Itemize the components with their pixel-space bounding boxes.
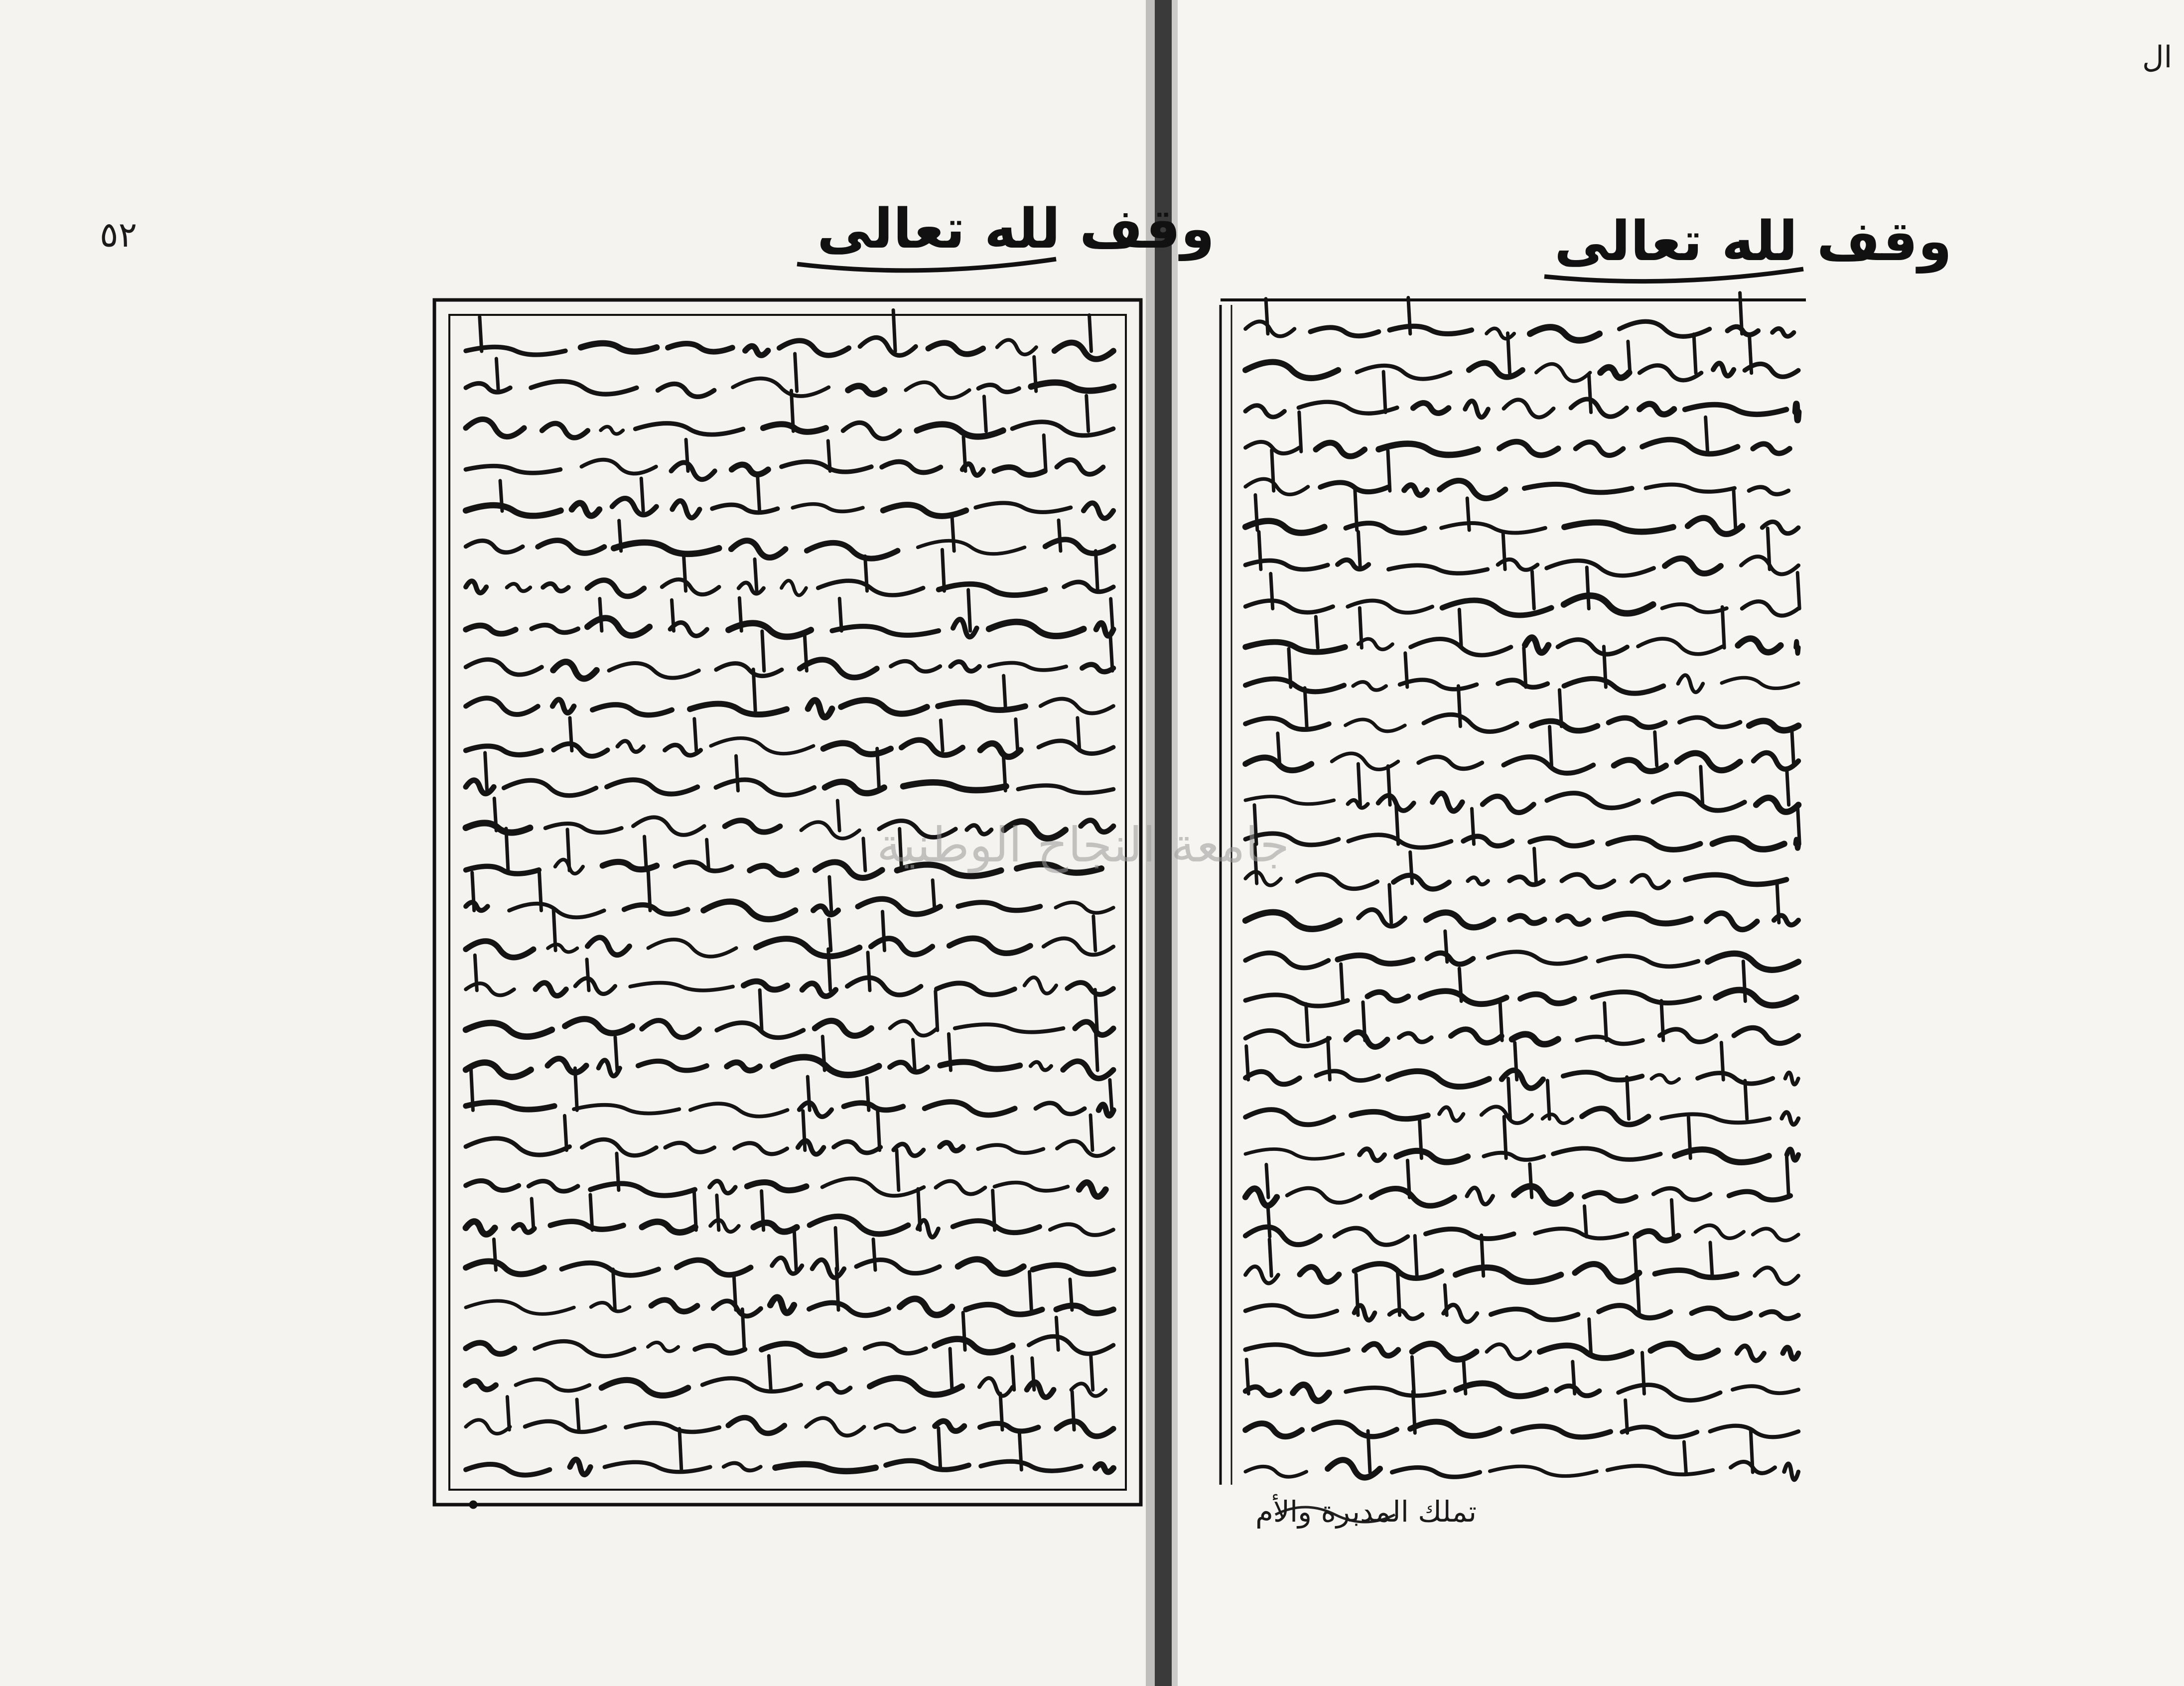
handwriting-stroke [694,1191,696,1230]
handwriting-stroke [1091,1115,1092,1150]
handwriting-stroke [739,598,741,631]
handwriting-stroke [828,949,830,990]
handwriting-stroke [963,1313,965,1350]
handwriting-stroke [1016,719,1018,750]
handwriting-stroke [532,1199,534,1230]
handwriting-stroke [1407,1160,1409,1197]
handwriting-stroke [1585,1206,1587,1237]
handwriting-stroke [993,1190,995,1230]
handwriting-stroke [1532,571,1534,609]
library-watermark: جامعة النجاح الوطنية [877,817,1290,873]
handwriting-stroke [684,556,686,591]
handwriting-stroke [1751,1431,1753,1472]
handwriting-stroke [587,960,589,990]
handwriting-stroke [1072,1392,1074,1429]
handwriting-stroke [878,1111,880,1150]
handwriting-stroke [1795,404,1798,421]
handwriting-stroke [1777,882,1779,923]
handwriting-stroke [1398,1273,1400,1315]
handwriting-stroke [1589,1319,1591,1355]
handwriting-stroke [1445,931,1447,962]
handwriting-stroke [950,1349,952,1390]
handwriting-stroke [1740,293,1742,334]
handwriting-stroke [1004,676,1006,711]
handwriting-stroke [1661,1001,1663,1041]
handwriting-stroke [1787,1157,1789,1198]
handwriting-stroke [1090,315,1092,351]
handwriting-stroke [1415,1236,1417,1276]
handwriting-stroke [1797,572,1799,608]
handwriting-stroke [829,877,831,911]
handwriting-stroke [1445,1285,1447,1315]
handwriting-stroke [1360,608,1362,648]
handwriting-stroke [794,1231,796,1270]
handwriting-stroke [1355,488,1357,530]
handwriting-stroke [1110,637,1112,671]
handwriting-stroke [984,397,986,431]
left-margin-mark: ٥٢ [100,214,137,255]
handwriting-stroke [507,1397,509,1430]
handwriting-stroke [1482,1235,1484,1276]
handwriting-stroke [617,1153,619,1190]
handwriting-stroke [1722,607,1724,648]
handwriting-stroke [1266,299,1268,334]
handwriting-stroke [1356,1274,1358,1315]
handwriting-stroke [893,310,895,351]
handwriting-stroke [1363,1002,1365,1040]
handwriting-stroke [1458,686,1460,726]
handwriting-stroke [686,439,688,471]
handwriting-stroke [1626,1400,1628,1433]
handwriting-stroke [1524,648,1526,687]
handwriting-stroke [1472,809,1474,844]
handwriting-stroke [1508,1079,1510,1119]
handwriting-stroke [570,718,572,751]
handwriting-stroke [836,1268,838,1310]
right-page-heading: وقف لله تعالى [1554,209,1952,273]
handwriting-stroke [1745,1081,1747,1119]
handwriting-stroke [1012,1357,1014,1390]
handwriting-stroke [672,600,674,631]
handwriting-stroke [613,1269,615,1310]
handwriting-stroke [1095,551,1097,591]
corner-mark: ال [2142,40,2173,75]
handwriting-stroke [564,1116,566,1150]
handwriting-stroke [494,1239,496,1270]
handwriting-stroke [734,1273,736,1310]
handwriting-stroke [1459,969,1461,1001]
handwriting-stroke [1684,1442,1686,1472]
handwriting-stroke [1627,1077,1629,1119]
handwriting-stroke [471,1069,473,1110]
handwriting-stroke [506,829,508,870]
handwriting-stroke [791,391,793,431]
handwriting-stroke [1268,1204,1270,1237]
handwriting-stroke [1796,641,1798,653]
handwriting-stroke [755,559,757,591]
handwriting-stroke [1589,375,1591,412]
handwriting-stroke [1091,1356,1093,1390]
handwriting-stroke [1635,1237,1637,1276]
handwriting-stroke [808,1077,810,1110]
handwriting-stroke [1706,417,1708,451]
handwriting-stroke [1255,495,1257,530]
handwriting-stroke [575,1068,577,1111]
handwriting-stroke [472,872,474,910]
handwriting-stroke [1368,1431,1370,1472]
handwriting-stroke [795,354,797,391]
handwriting-stroke [1410,852,1412,883]
handwriting-stroke [500,481,502,511]
handwriting-stroke [1359,532,1361,569]
handwriting-stroke [1078,718,1080,751]
handwriting-stroke [615,1037,617,1071]
handwriting-stroke [475,955,477,990]
handwriting-stroke [942,550,944,591]
handwriting-stroke [828,441,830,471]
handwriting-stroke [918,1189,920,1230]
handwriting-stroke [1029,1272,1031,1310]
handwriting-stroke [865,556,867,591]
handwriting-stroke [1305,688,1307,726]
handwriting-stroke [1316,617,1318,648]
handwriting-stroke [1003,756,1005,791]
handwriting-stroke [835,1228,837,1270]
handwriting-stroke [645,837,647,870]
handwriting-stroke [540,872,542,911]
left-page-heading: وقف لله تعالى [817,197,1215,261]
handwriting-stroke [762,1191,764,1230]
handwriting-stroke [1547,1081,1549,1119]
handwriting-stroke [952,518,954,551]
handwriting-stroke [762,631,764,671]
handwriting-stroke [1701,767,1703,805]
handwriting-stroke [1743,962,1745,1001]
handwriting-stroke [1341,964,1343,1001]
handwriting-stroke [1095,989,1097,1030]
handwriting-stroke [680,1429,682,1470]
handwriting-stroke [1515,1043,1517,1080]
handwriting-stroke [1413,1392,1415,1433]
handwriting-stroke [600,599,602,631]
handwriting-stroke [1768,528,1770,569]
handwriting-stroke [837,801,839,831]
handwriting-stroke [1269,1240,1271,1276]
handwriting-stroke [1087,396,1089,431]
handwriting-stroke [1358,764,1360,805]
handwriting-stroke [868,953,870,990]
handwriting-stroke [863,839,865,871]
handwriting-stroke [717,1195,719,1230]
handwriting-stroke [1306,1004,1308,1040]
handwriting-stroke [1638,1276,1639,1315]
handwriting-stroke [1246,1360,1248,1394]
handwriting-stroke [1389,885,1391,923]
handwriting-stroke [1093,916,1095,951]
handwriting-stroke [1530,1164,1532,1197]
handwriting-stroke [1388,766,1390,805]
handwriting-stroke [1797,805,1799,844]
handwriting-stroke [1032,1358,1034,1390]
handwriting-stroke [822,1036,824,1070]
handwriting-stroke [1278,733,1280,766]
handwriting-stroke [485,753,487,791]
handwriting-stroke [494,798,496,831]
handwriting-stroke [577,1400,579,1430]
handwriting-stroke [1573,1362,1575,1394]
handwriting-stroke [963,437,965,471]
handwriting-stroke [1419,1119,1421,1158]
handwriting-stroke [641,478,643,511]
handwriting-stroke [1034,357,1036,391]
handwriting-stroke [567,830,569,871]
handwriting-stroke [1056,1317,1058,1350]
handwriting-stroke [1412,1357,1414,1394]
handwriting-stroke [1750,336,1752,373]
handwriting-stroke [1688,1117,1690,1158]
handwriting-stroke [897,1150,899,1190]
handwriting-stroke [1534,848,1536,883]
handwriting-stroke [1550,727,1552,766]
handwriting-stroke [1328,1038,1330,1080]
handwriting-stroke [839,598,841,631]
handwriting-stroke [949,1034,951,1070]
handwriting-stroke [1459,609,1461,648]
handwriting-stroke [939,1428,941,1470]
handwriting-stroke [1405,653,1407,687]
handwriting-stroke [1500,1002,1502,1040]
handwriting-stroke [1710,1243,1712,1276]
handwriting-stroke [753,669,755,710]
handwriting-stroke [496,359,498,391]
handwriting-stroke [648,869,650,911]
handwriting-stroke [1504,1117,1506,1158]
handwriting-stroke [1787,768,1789,805]
handwriting-stroke [736,756,738,791]
handwriting-stroke [742,1309,744,1350]
handwriting-stroke [1266,1164,1268,1197]
handwriting-stroke [1734,491,1736,530]
handwriting-stroke [619,521,621,551]
handwriting-stroke [1408,297,1410,334]
handwriting-stroke [1111,599,1113,631]
handwriting-stroke [1095,1028,1097,1070]
handwriting-stroke [913,1040,915,1071]
handwriting-stroke [1271,573,1273,608]
handwriting-stroke [1464,1361,1466,1394]
handwriting-stroke [590,1195,592,1230]
handwriting-stroke [1671,1200,1673,1237]
handwriting-stroke [1559,690,1561,726]
handwriting-stroke [707,840,709,870]
handwriting-stroke [1246,1046,1248,1080]
handwriting-stroke [1059,520,1061,551]
handwriting-stroke [553,909,555,950]
handwriting-stroke [1792,728,1794,765]
handwriting-stroke [933,880,935,911]
handwriting-stroke [760,990,762,1030]
handwriting-stroke [1272,450,1274,491]
handwriting-stroke [936,991,938,1030]
handwriting-stroke [1044,435,1046,471]
handwriting-stroke [1628,341,1630,373]
handwriting-stroke [1467,498,1469,530]
handwriting-stroke [1259,532,1261,569]
handwriting-stroke [1655,732,1657,765]
handwriting-stroke [1396,806,1398,844]
handwriting-stroke [1694,334,1696,373]
handwriting-stroke [867,1078,869,1110]
handwriting-stroke [829,919,831,950]
handwriting-stroke [1604,647,1606,688]
handwriting-stroke [1503,533,1505,569]
handwriting-stroke [1019,1434,1021,1470]
handwriting-stroke [1110,1080,1112,1110]
handwriting-stroke [769,1356,771,1390]
handwriting-stroke [941,720,943,751]
handwriting-stroke [1508,333,1510,373]
handwriting-stroke [758,475,760,511]
handwriting-stroke [1070,1279,1072,1310]
handwriting-stroke [1587,567,1589,609]
handwriting-stroke [1642,1353,1644,1394]
handwriting-stroke [877,748,879,791]
handwriting-stroke [480,317,482,351]
handwriting-stroke [1289,649,1291,687]
handwriting-stroke [1383,372,1385,413]
handwriting-stroke [883,912,885,951]
right-page-footer-note: تملك المدبرة والأم [1255,1495,1477,1529]
handwriting-stroke [1388,450,1390,491]
handwriting-stroke [805,636,807,671]
handwriting-stroke [694,719,696,751]
handwriting-stroke [968,590,970,631]
handwriting-stroke [1605,1003,1607,1040]
handwriting-stroke [1299,412,1301,451]
handwriting-stroke [1000,1394,1002,1430]
handwriting-stroke [1721,1043,1723,1080]
handwriting-stroke [803,1111,805,1150]
handwriting-stroke [873,1239,875,1270]
